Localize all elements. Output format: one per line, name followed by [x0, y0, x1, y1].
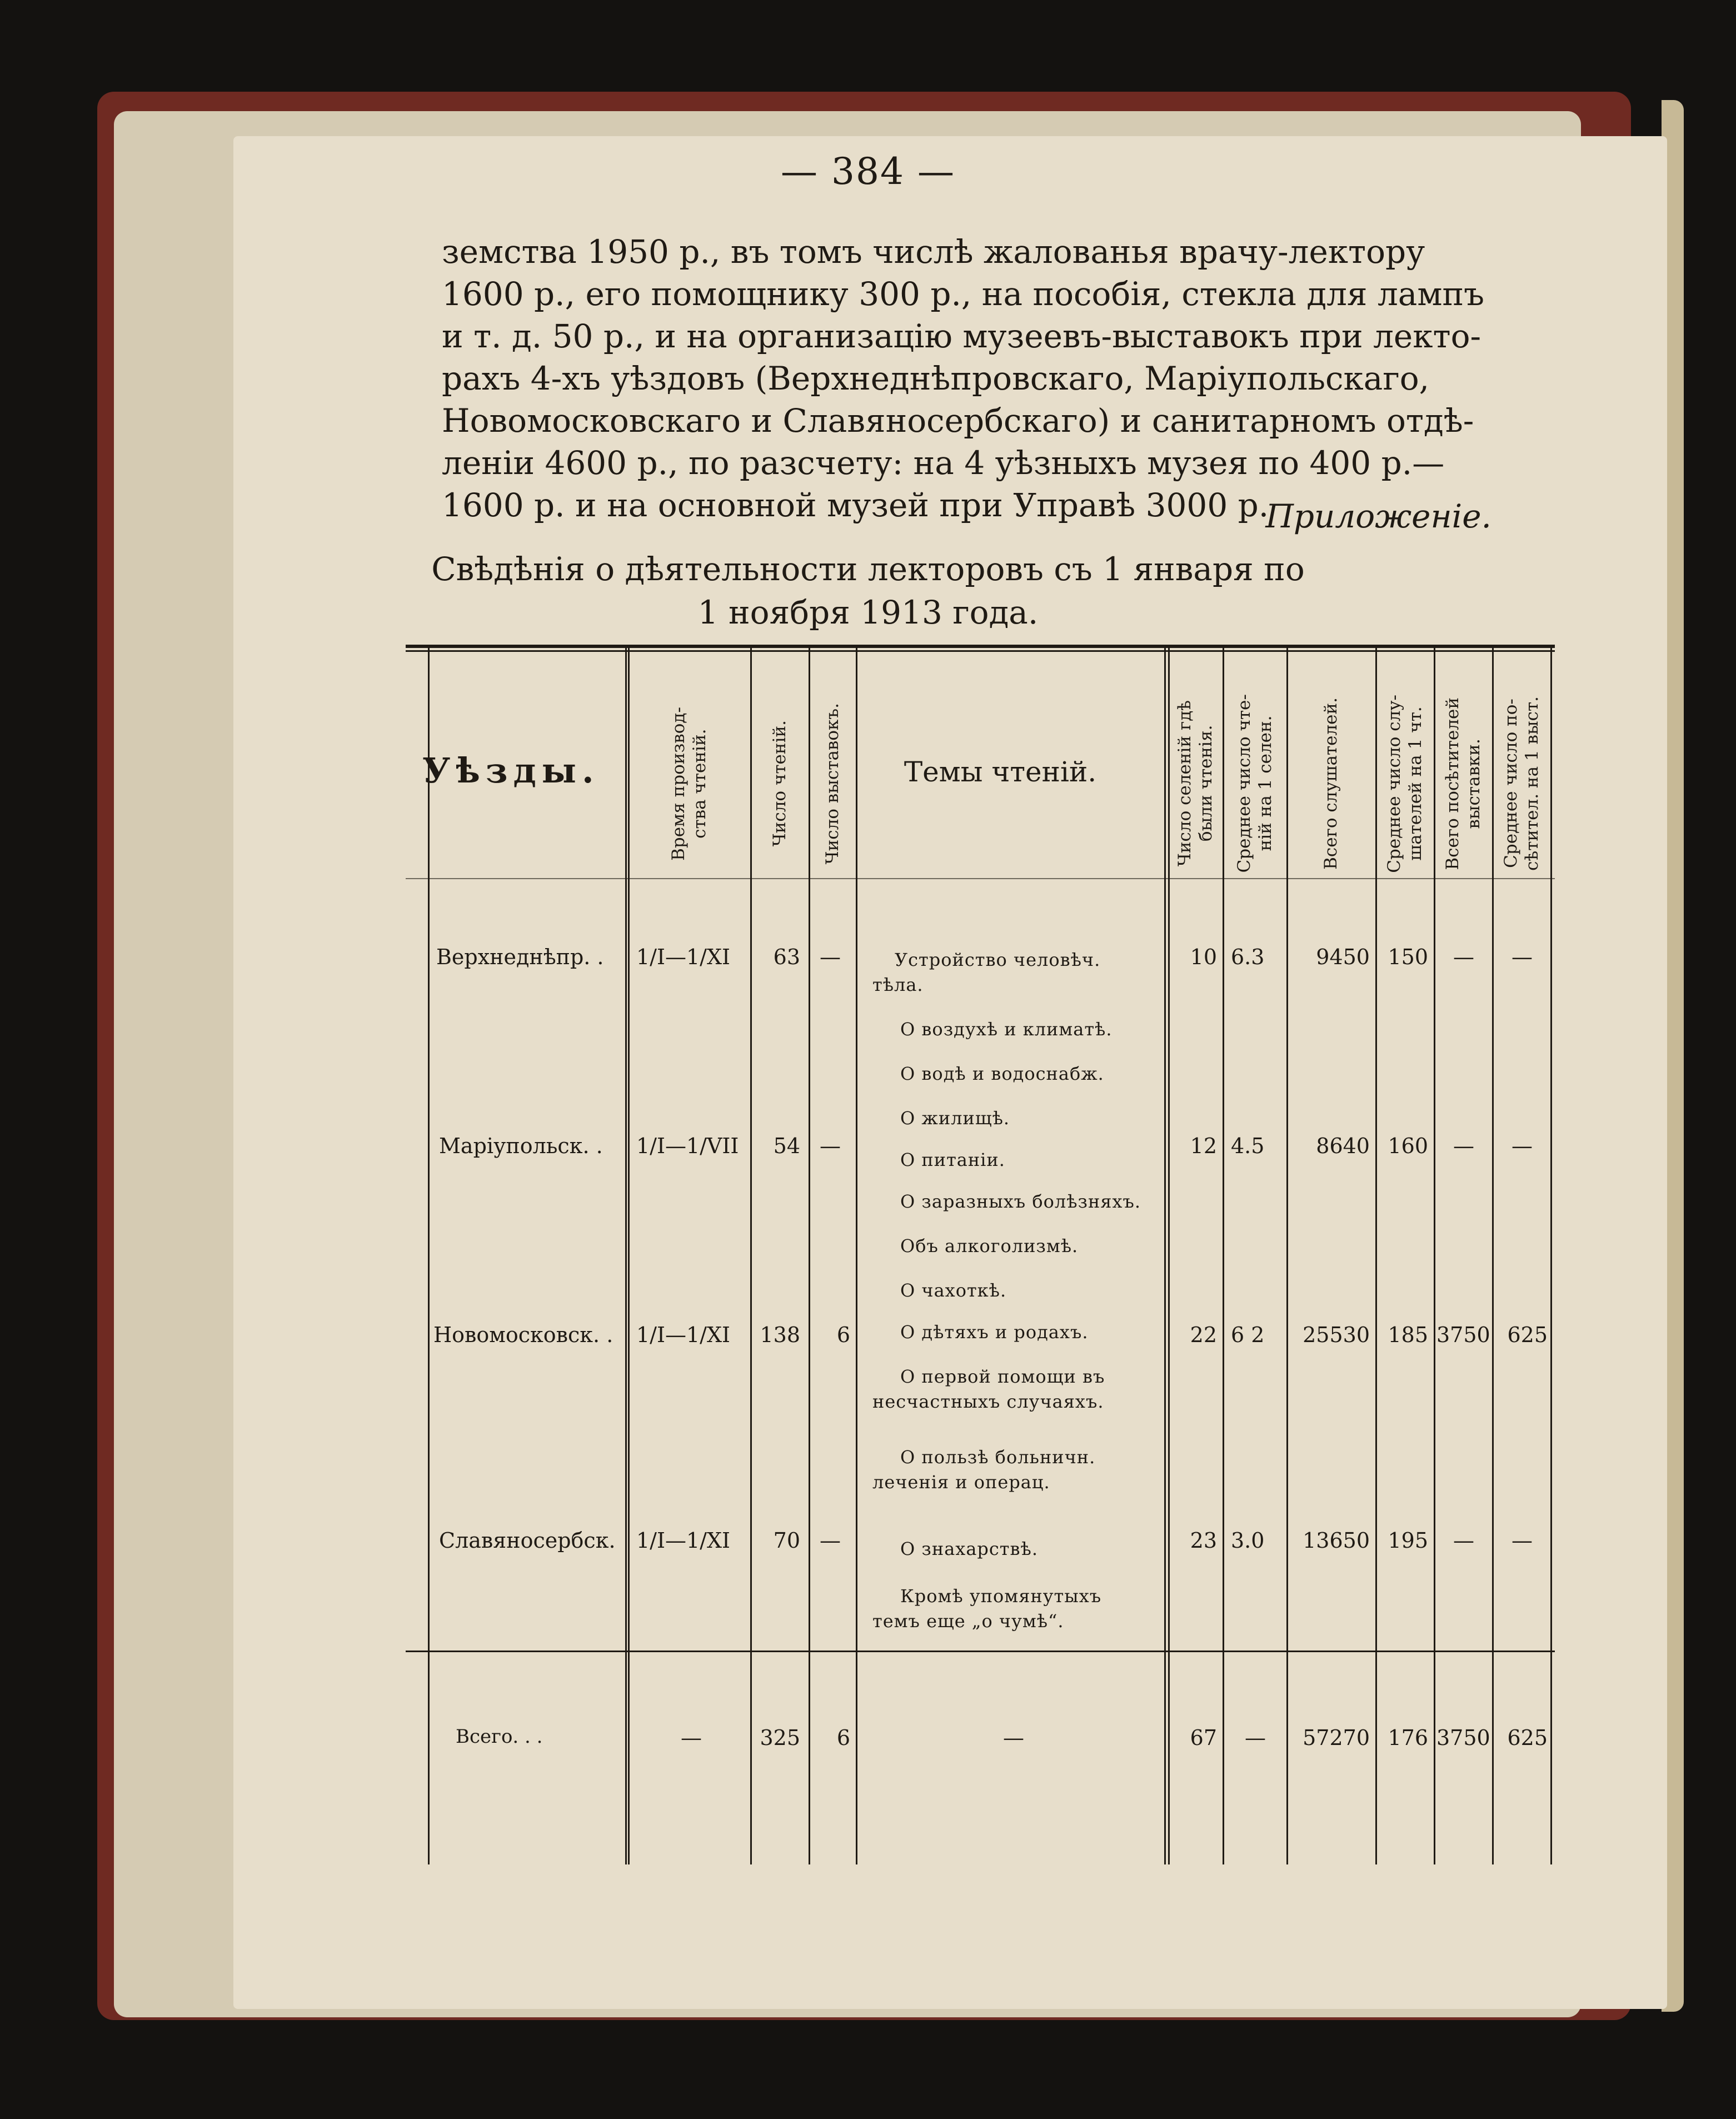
header-readings-cell: [753, 656, 806, 911]
cell-time: 1/I—1/XI: [636, 945, 731, 969]
cell-time: 1/I—1/VII: [636, 1134, 739, 1158]
cell-avg-readings: 4.5: [1231, 1134, 1265, 1158]
total-themes: —: [1003, 1726, 1024, 1750]
theme-item: леченія и операц.: [872, 1472, 1050, 1493]
cell-readings: 70: [773, 1528, 800, 1553]
total-avg-readings: —: [1245, 1726, 1266, 1750]
cell-listeners: 25530: [1303, 1323, 1370, 1347]
cell-avg-listeners: 185: [1388, 1323, 1428, 1347]
theme-item: О первой помощи въ: [900, 1366, 1105, 1387]
total-avg-visitors: 625: [1507, 1726, 1548, 1750]
table-title-line: Свѣдѣнія о дѣятельности лекторовъ съ 1 января по: [431, 550, 1305, 588]
paragraph-line: 1600 р., его помощнику 300 р., на пособія, стекла для лампъ: [442, 275, 1485, 313]
cell-visitors: —: [1453, 1134, 1474, 1158]
col-rule: [1223, 645, 1224, 1864]
header-listeners: Всего слушателей.: [1321, 697, 1341, 870]
header-listeners-cell: [1289, 656, 1373, 911]
col-rule: [628, 645, 630, 1864]
theme-item: Объ алкоголизмѣ.: [900, 1235, 1079, 1257]
total-time: —: [681, 1726, 702, 1750]
col-rule: [1434, 645, 1435, 1864]
cell-exhibitions: —: [820, 1528, 841, 1553]
cell-time: 1/I—1/XI: [636, 1323, 731, 1347]
theme-item: О знахарствѣ.: [900, 1538, 1038, 1559]
paragraph-line: леніи 4600 р., по разсчету: на 4 уѣзныхъ музея по 400 р.—: [442, 444, 1445, 482]
header-avg-visitors: Среднее число по- сѣтител. на 1 выст.: [1500, 696, 1542, 871]
theme-item: Устройство человѣч.: [895, 949, 1101, 970]
table-title-line: 1 ноября 1913 года.: [697, 594, 1039, 631]
paragraph-line: земства 1950 р., въ томъ числѣ жалованья врачу-лектору: [442, 233, 1425, 271]
body-paragraph: [442, 231, 1498, 526]
total-visitors: 3750: [1436, 1726, 1490, 1750]
header-villages: Число селеній гдѣ были чтенія.: [1175, 700, 1216, 867]
total-exhibitions: 6: [836, 1726, 850, 1750]
theme-item: темъ еще „о чумѣ“.: [872, 1611, 1064, 1632]
cell-villages: 12: [1190, 1134, 1217, 1158]
col-rule: [750, 645, 752, 1864]
cell-listeners: 8640: [1316, 1134, 1370, 1158]
cell-readings: 54: [773, 1134, 800, 1158]
cell-villages: 23: [1190, 1528, 1217, 1553]
cell-exhibitions: —: [820, 1134, 841, 1158]
cell-exhibitions: 6: [836, 1323, 850, 1347]
col-rule: [1168, 645, 1170, 1864]
header-avg-listeners-cell: [1378, 656, 1431, 911]
header-exhibitions-cell: [811, 656, 853, 911]
theme-item: О питаніи.: [900, 1149, 1005, 1170]
cell-villages: 22: [1190, 1323, 1217, 1347]
header-readings: Число чтеній.: [769, 720, 790, 847]
cell-listeners: 9450: [1316, 945, 1370, 969]
cell-avg-listeners: 195: [1388, 1528, 1428, 1553]
table-top-rule-thin: [406, 650, 1555, 652]
header-exhibitions: Число выставокъ.: [822, 702, 842, 865]
cell-visitors: —: [1453, 945, 1474, 969]
cell-avg-readings: 6 2: [1231, 1323, 1265, 1347]
theme-item: Кромѣ упомянутыхъ: [900, 1585, 1102, 1607]
cell-uezd: Славяносербск.: [439, 1528, 616, 1553]
cell-avg-listeners: 160: [1388, 1134, 1428, 1158]
appendix-label: Приложеніе.: [1265, 497, 1491, 535]
cell-uezd: Маріупольск. .: [439, 1134, 603, 1158]
header-time: Время производ- ства чтеній.: [669, 706, 710, 861]
cell-avg-readings: 6.3: [1231, 945, 1265, 969]
paragraph-line: Новомосковскаго и Славяносербскаго) и санитарномъ отдѣ-: [442, 402, 1474, 440]
paragraph-line: рахъ 4-хъ уѣздовъ (Верхнеднѣпровскаго, Маріупольскаго,: [442, 360, 1430, 397]
cell-avg-readings: 3.0: [1231, 1528, 1265, 1553]
cell-visitors: —: [1453, 1528, 1474, 1553]
page-number: — 384 —: [781, 150, 955, 193]
paragraph-line: 1600 р. и на основной музей при Управѣ 3000 р.: [442, 486, 1269, 524]
col-rule: [625, 645, 627, 1864]
header-visitors: Всего посѣтителей выставки.: [1442, 697, 1484, 870]
header-avg-readings: Среднее число чте- ній на 1 селен.: [1234, 694, 1275, 873]
col-rule: [1286, 645, 1288, 1864]
theme-item: О пользѣ больничн.: [900, 1447, 1096, 1468]
theme-item: О чахоткѣ.: [900, 1280, 1007, 1301]
col-rule: [1164, 645, 1166, 1864]
statistics-table: [406, 645, 1555, 1864]
theme-item: несчастныхъ случаяхъ.: [872, 1391, 1104, 1412]
cell-readings: 138: [760, 1323, 800, 1347]
header-visitors-cell: [1436, 656, 1489, 911]
col-rule: [428, 645, 430, 1864]
cell-avg-visitors: —: [1511, 1528, 1533, 1553]
cell-listeners: 13650: [1303, 1528, 1370, 1553]
theme-item: О жилищѣ.: [900, 1108, 1010, 1129]
cell-readings: 63: [773, 945, 800, 969]
total-villages: 67: [1190, 1726, 1217, 1750]
cell-villages: 10: [1190, 945, 1217, 969]
cell-uezd: Верхнеднѣпр. .: [436, 945, 604, 969]
table-title: [0, 547, 1736, 634]
theme-item: тѣла.: [872, 974, 924, 995]
col-rule: [856, 645, 857, 1864]
cell-avg-visitors: —: [1511, 1134, 1533, 1158]
header-themes: Темы чтеній.: [904, 756, 1097, 788]
header-avg-listeners: Среднее число слу- шателей на 1 чт.: [1384, 694, 1425, 873]
total-readings: 325: [760, 1726, 800, 1750]
theme-item: О дѣтяхъ и родахъ.: [900, 1322, 1089, 1343]
col-rule: [809, 645, 810, 1864]
cell-exhibitions: —: [820, 945, 841, 969]
total-label: Всего. . .: [456, 1726, 543, 1748]
header-avg-visitors-cell: [1495, 656, 1548, 911]
col-rule: [1375, 645, 1377, 1864]
col-rule: [1492, 645, 1494, 1864]
table-top-rule: [406, 645, 1555, 648]
header-uezdy: Уѣзды.: [422, 750, 600, 791]
total-divider: [406, 1651, 1555, 1652]
cell-visitors: 3750: [1436, 1323, 1490, 1347]
header-villages-cell: [1170, 656, 1220, 911]
cell-time: 1/I—1/XI: [636, 1528, 731, 1553]
cell-avg-visitors: —: [1511, 945, 1533, 969]
col-rule: [1550, 645, 1552, 1864]
total-listeners: 57270: [1303, 1726, 1370, 1750]
cell-avg-visitors: 625: [1507, 1323, 1548, 1347]
cell-avg-listeners: 150: [1388, 945, 1428, 969]
cell-uezd: Новомосковск. .: [433, 1323, 613, 1347]
total-avg-listeners: 176: [1388, 1726, 1428, 1750]
header-time-cell: [631, 656, 747, 911]
theme-item: О воздухѣ и климатѣ.: [900, 1019, 1113, 1040]
theme-item: О водѣ и водоснабж.: [900, 1063, 1104, 1084]
header-avg-readings-cell: [1225, 656, 1284, 911]
paragraph-line: и т. д. 50 р., и на организацію музеевъ-выставокъ при лекто-: [442, 317, 1481, 355]
theme-item: О заразныхъ болѣзняхъ.: [900, 1191, 1141, 1212]
